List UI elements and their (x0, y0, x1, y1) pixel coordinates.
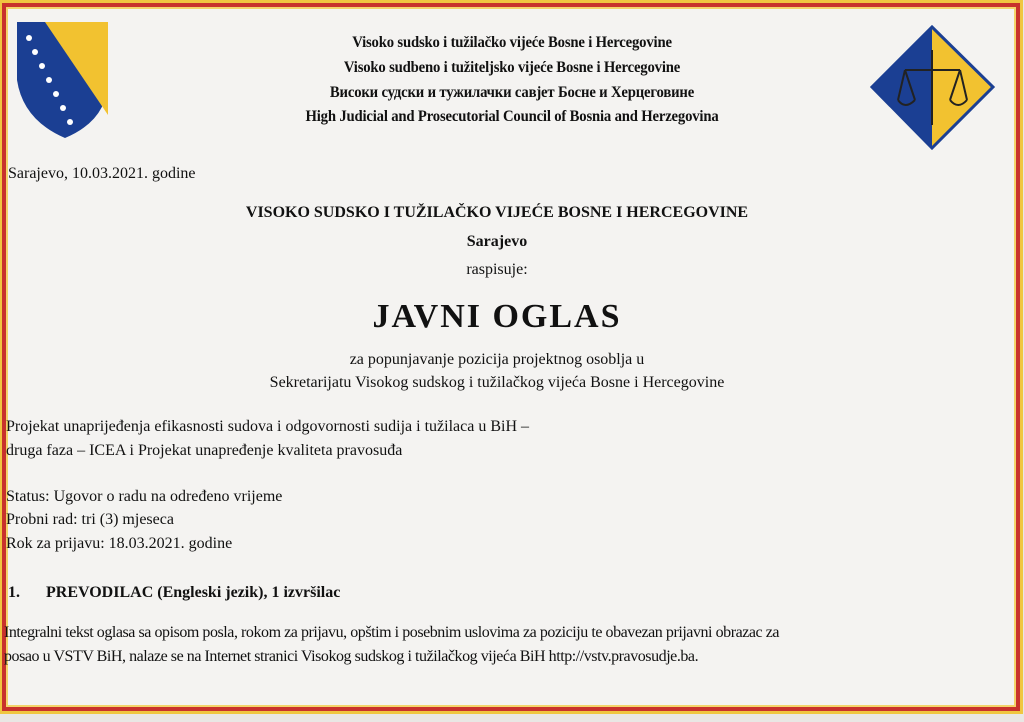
probation: Probni rad: tri (3) mjeseca (6, 511, 174, 528)
status: Status: Ugovor o radu na određeno vrijeme (6, 488, 283, 505)
website-link[interactable]: http://vstv.pravosudje.ba (548, 648, 695, 665)
subtitle-line-2: Sekretarijatu Visokog sudskog i tužilačkog vijeća Bosne i Hercegovine (269, 374, 725, 391)
deadline: Rok za prijavu: 18.03.2021. godine (6, 535, 233, 552)
issuer: VISOKO SUDSKO I TUŽILAČKO VIJEĆE BOSNE I HERCEGOVINE (245, 204, 749, 221)
header-line-1: Visoko sudsko i tužilačko vijeće Bosne i Hercegovine (352, 34, 672, 51)
footer-line-1: Integralni tekst oglasa sa opisom posla, rokom za prijavu, opštim i posebnim uslovima za poziciju te obavezan prijavni obrazac za (4, 624, 780, 641)
header-line-2: Visoko sudbeno i tužiteljsko vijeće Bosne i Hercegovine (343, 59, 681, 76)
page-title: JAVNI OGLAS (372, 298, 622, 335)
header-line-4: High Judicial and Prosecutorial Council of Bosnia and Herzegovina (305, 108, 719, 125)
project-line-2: druga faza – ICEA i Projekat unapređenje kvaliteta pravosuđa (6, 442, 403, 459)
footer-line-2 (4, 648, 698, 666)
announces: raspisuje: (466, 261, 528, 278)
date: Sarajevo, 10.03.2021. godine (8, 165, 196, 182)
city: Sarajevo (466, 233, 528, 250)
footer-end: . (694, 648, 699, 665)
subtitle-line-1: za popunjavanje pozicija projektnog osoblja u (349, 351, 645, 368)
position-title: PREVODILAC (Engleski jezik), 1 izvršilac (46, 584, 341, 601)
footer-text: posao u VSTV BiH, nalaze se na Internet stranici Visokog sudskog i tužilačkog vijeća BiH (4, 648, 549, 665)
project-line-1: Projekat unaprijeđenja efikasnosti sudova i odgovornosti sudija i tužilaca u BiH – (6, 418, 530, 435)
header-line-3: Високи судски и тужилачки савјет Босне и Херцеговине (329, 84, 695, 101)
position-number: 1. (8, 584, 20, 601)
